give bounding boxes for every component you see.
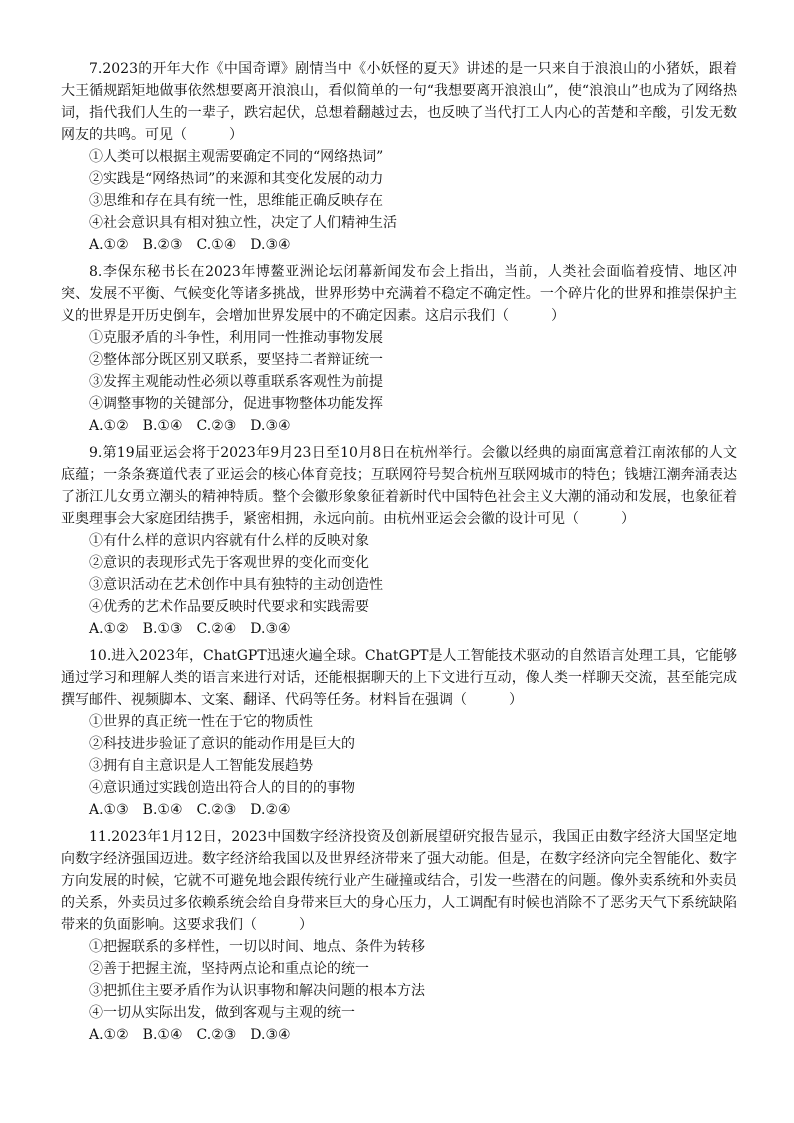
option-2: ②善于把握主流，坚持两点论和重点论的统一	[89, 961, 369, 977]
option-4: ④一切从实际出发，做到客观与主观的统一	[89, 1005, 355, 1021]
option-4: ④调整事物的关键部分，促进事物整体功能发挥	[89, 396, 383, 412]
question-stem: 8.李保东秘书长在2023年博鳌亚洲论坛闭幕新闻发布会上指出，当前，人类社会面临着疫情、地区冲突、发展不平衡、气候变化等诸多挑战，世界形势中充满着不稳定不确定性。一个碎片化的世界和推崇保护主义的世界是开历史倒车，会增加世界发展中的不确定因素。这启示我们（ ）	[61, 264, 737, 324]
question-9	[61, 442, 737, 640]
answer-choices: A.①③ B.①④ C.②③ D.②④	[89, 802, 291, 818]
option-3: ③发挥主观能动性必须以尊重联系客观性为前提	[89, 374, 383, 390]
answer-choices: A.①② B.①④ C.②③ D.③④	[89, 418, 291, 434]
question-11	[61, 826, 737, 1046]
question-stem: 10.进入2023年，ChatGPT迅速火遍全球。ChatGPT是人工智能技术驱动的自然语言处理工具，它能够通过学习和理解人类的语言来进行对话，还能根据聊天的上下文进行互动，像人类一样聊天交流，甚至能完成撰写邮件、视频脚本、文案、翻译、代码等任务。材料旨在强调（ ）	[61, 648, 737, 708]
question-8	[61, 261, 737, 437]
answer-choices: A.①② B.①④ C.②③ D.③④	[89, 1027, 291, 1043]
question-stem: 11.2023年1月12日，2023中国数字经济投资及创新展望研究报告显示，我国正由数字经济大国坚定地向数字经济强国迈进。数字经济给我国以及世界经济带来了强大动能。但是，在数字经济向完全智能化、数字方向发展的时候，它就不可避免地会跟传统行业产生碰撞或结合，引发一些潜在的问题。像外卖系统和外卖员的关系，外卖员过多依赖系统会给自身带来巨大的身心压力，人工调配有时候也消除不了恶劣天气下系统缺陷带来的负面影响。这要求我们（ ）	[61, 829, 737, 933]
exam-page	[61, 58, 737, 1051]
option-4: ④社会意识具有相对独立性，决定了人们精神生活	[89, 215, 397, 231]
option-3: ③把抓住主要矛盾作为认识事物和解决问题的根本方法	[89, 983, 425, 999]
option-3: ③思维和存在具有统一性，思维能正确反映存在	[89, 193, 383, 209]
option-2: ②实践是“网络热词”的来源和其变化发展的动力	[89, 171, 384, 187]
option-1: ①有什么样的意识内容就有什么样的反映对象	[89, 533, 369, 549]
option-2: ②科技进步验证了意识的能动作用是巨大的	[89, 736, 355, 752]
option-1: ①人类可以根据主观需要确定不同的“网络热词”	[89, 149, 384, 165]
option-2: ②整体部分既区别又联系，要坚持二者辩证统一	[89, 352, 383, 368]
option-1: ①把握联系的多样性，一切以时间、地点、条件为转移	[89, 939, 425, 955]
question-stem: 7.2023的开年大作《中国奇谭》剧情当中《小妖怪的夏天》讲述的是一只来自于浪浪山的小猪妖，跟着大王循规蹈矩地做事依然想要离开浪浪山，看似简单的一句“我想要离开浪浪山”，使“浪浪山”也成为了网络热词，指代我们人生的一辈子，跌宕起伏，总想着翻越过去，也反映了当代打工人内心的苦楚和辛酸，引发无数网友的共鸣。可见（ ）	[61, 61, 737, 143]
option-1: ①世界的真正统一性在于它的物质性	[89, 714, 313, 730]
answer-choices: A.①② B.①③ C.②④ D.③④	[89, 621, 291, 637]
option-3: ③意识活动在艺术创作中具有独特的主动创造性	[89, 577, 383, 593]
option-1: ①克服矛盾的斗争性，利用同一性推动事物发展	[89, 330, 383, 346]
option-4: ④意识通过实践创造出符合人的目的的事物	[89, 780, 355, 796]
question-10	[61, 645, 737, 821]
answer-choices: A.①② B.②③ C.①④ D.③④	[89, 237, 291, 253]
option-4: ④优秀的艺术作品要反映时代要求和实践需要	[89, 599, 369, 615]
option-3: ③拥有自主意识是人工智能发展趋势	[89, 758, 313, 774]
option-2: ②意识的表现形式先于客观世界的变化而变化	[89, 555, 369, 571]
question-stem: 9.第19届亚运会将于2023年9月23日至10月8日在杭州举行。会徽以经典的扇面寓意着江南浓郁的人文底蕴；一条条赛道代表了亚运会的核心体育竞技；互联网符号契合杭州互联网城市的特色；钱塘江潮奔涌表达了浙江儿女勇立潮头的精神特质。整个会徽形象象征着新时代中国特色社会主义大潮的涌动和发展，也象征着亚奥理事会大家庭团结携手，紧密相拥，永远向前。由杭州亚运会会徽的设计可见（ ）	[61, 445, 737, 527]
question-7	[61, 58, 737, 256]
